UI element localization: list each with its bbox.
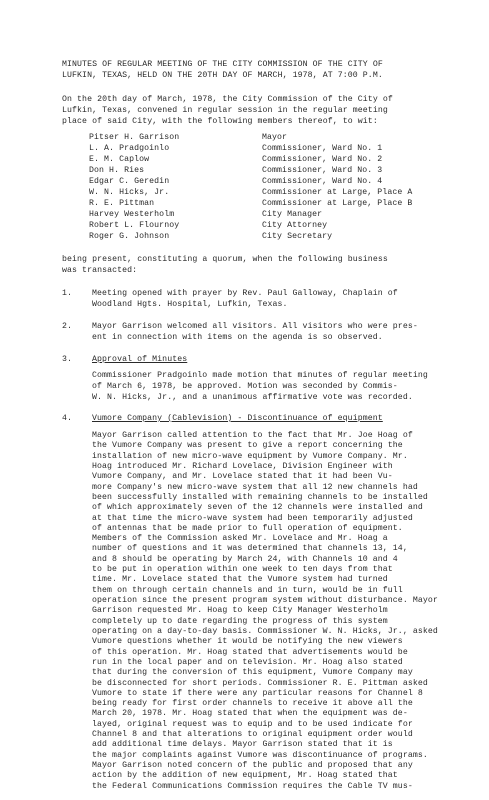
member-name: Pitser H. Garrison [89,133,180,142]
member-title: City Manager [262,210,323,219]
member-title: Commissioner, Ward No. 3 [262,166,383,175]
item-line: more Company's new micro-wave system that all 12 new channels had [92,482,418,492]
item-number: 1. [62,289,73,298]
item-line: the Vumore Company was present to give a report concerning the [92,441,403,451]
item-line: completely up to date regarding the progress of this system [92,616,388,626]
item-line: number of questions and it was determined that channels 13, 14, [92,544,408,554]
member-title: Commissioner at Large, Place B [262,199,413,208]
member-name: E. M. Caplow [89,155,150,164]
member-name: Don H. Ries [89,166,145,175]
intro-line: place of said City, with the following members thereof, to wit: [62,117,378,126]
member-name: R. E. Pittman [89,199,155,208]
item-line: being ready for first order channels to receive it above all the [92,699,413,709]
member-title: Commissioner, Ward No. 2 [262,155,383,164]
member-title: Commissioner, Ward No. 4 [262,177,383,186]
item-line: be disconnected for short periods. Commissioner R. E. Pittman asked [92,678,428,688]
quorum-line: being present, constituting a quorum, when the following business [62,255,388,264]
item-number: 4. [62,414,73,423]
member-title: City Secretary [262,232,333,241]
member-name: L. A. Pradgoinlo [89,144,170,153]
item-line: ent in connection with items on the agenda is so observed. [92,333,383,342]
item-line: Vumore to state if there were any particular reasons for Channel 8 [92,688,423,698]
quorum-line: was transacted: [62,266,138,275]
item-line: and 8 should be operating by March 24, with Channels 10 and 4 [92,554,398,564]
item-line: Mayor Garrison noted concern of the public and proposed that any [92,761,413,771]
item-line: been successfully installed with remaining channels to be installed [92,492,428,502]
item-line: layed, original request was to equip and to be used indicate for [92,719,413,729]
minutes-header-line-2: LUFKIN, TEXAS, HELD ON THE 20TH DAY OF MARCH, 1978, AT 7:00 P.M. [62,71,383,80]
item-line: that during the conversion of this equipment, Vumore Company may [92,668,413,678]
item-line: Members of the Commission asked Mr. Lovelace and Mr. Hoag a [92,534,388,544]
item-line: to be put in operation within one week to ten days from that [92,565,393,575]
minutes-header-line-1: MINUTES OF REGULAR MEETING OF THE CITY COMMISSION OF THE CITY OF [62,60,383,69]
member-name: Robert L. Flournoy [89,221,180,230]
item-line: Hoag introduced Mr. Richard Lovelace, Division Engineer with [92,461,393,471]
member-title: Commissioner, Ward No. 1 [262,144,383,153]
item-line: run in the local paper and on television. Mr. Hoag also stated [92,657,403,667]
item-line: of this operation. Mr. Hoag stated that advertisements would be [92,647,408,657]
item-line: Mayor Garrison called attention to the fact that Mr. Joe Hoag of [92,431,413,440]
item-line: them on through certain channels and in turn, would be in full [92,585,403,595]
item-line: operating on a day-to-day basis. Commissioner W. N. Hicks, Jr., asked [92,626,438,636]
item-line: at that time the micro-wave system had been temporarily adjusted [92,513,413,523]
member-name: W. N. Hicks, Jr. [89,188,170,197]
member-title: Commissioner at Large, Place A [262,188,413,197]
item-line: action by the addition of new equipment, Mr. Hoag stated that [92,771,398,781]
item-line: of March 6, 1978, be approved. Motion was seconded by Commis- [92,382,398,391]
member-title: Mayor [262,133,288,142]
item-line: the Federal Communications Commission requires the Cable TV mus- [92,781,413,791]
item-heading: Vumore Company (Cablevision) - Discontinuance of equipment [92,414,383,423]
item-number: 3. [62,355,73,364]
member-name: Roger G. Johnson [89,232,170,241]
item-line: Commissioner Pradgoinlo made motion that minutes of regular meeting [92,371,428,380]
item-line: add additional time delays. Mayor Garrison stated that it is [92,740,393,750]
item-heading: Approval of Minutes [92,355,188,364]
item-line: Channel 8 and that alterations to original equipment order would [92,730,413,740]
item-line: Garrison requested Mr. Hoag to keep City Manager Westerholm [92,606,388,616]
item-line: operation since the present program system without disturbance. Mayor [92,596,438,606]
item-line: of antennas that be made prior to full operation of equipment. [92,523,403,533]
item-line: Meeting opened with prayer by Rev. Paul Galloway, Chaplain of [92,289,398,298]
member-name: Harvey Westerholm [89,210,175,219]
item-line: March 20, 1978. Mr. Hoag stated that when the equipment was de- [92,709,408,719]
intro-line: On the 20th day of March, 1978, the City Commission of the City of [62,95,393,104]
item-line: Woodland Hgts. Hospital, Lufkin, Texas. [92,300,288,309]
item-line: of which approximately seven of the 12 channels were installed and [92,503,423,513]
item-line: the major complaints against Vumore was discontinuance of programs. [92,750,428,760]
item-line: time. Mr. Lovelace stated that the Vumore system had turned [92,575,388,585]
member-title: City Attorney [262,221,328,230]
item-line: Vumore Company, and Mr. Lovelace stated that it had been Vu- [92,472,393,482]
item-line: Mayor Garrison welcomed all visitors. All visitors who were pres- [92,322,418,331]
member-name: Edgar C. Geredin [89,177,170,186]
item-line: W. N. Hicks, Jr., and a unanimous affirmative vote was recorded. [92,393,413,402]
item-line: installation of new micro-wave equipment by Vumore Company. Mr. [92,451,408,461]
item-number: 2. [62,322,73,331]
intro-line: Lufkin, Texas, convened in regular session in the regular meeting [62,106,388,115]
item-line: Vumore questions whether it would be notifying the new viewers [92,637,403,647]
